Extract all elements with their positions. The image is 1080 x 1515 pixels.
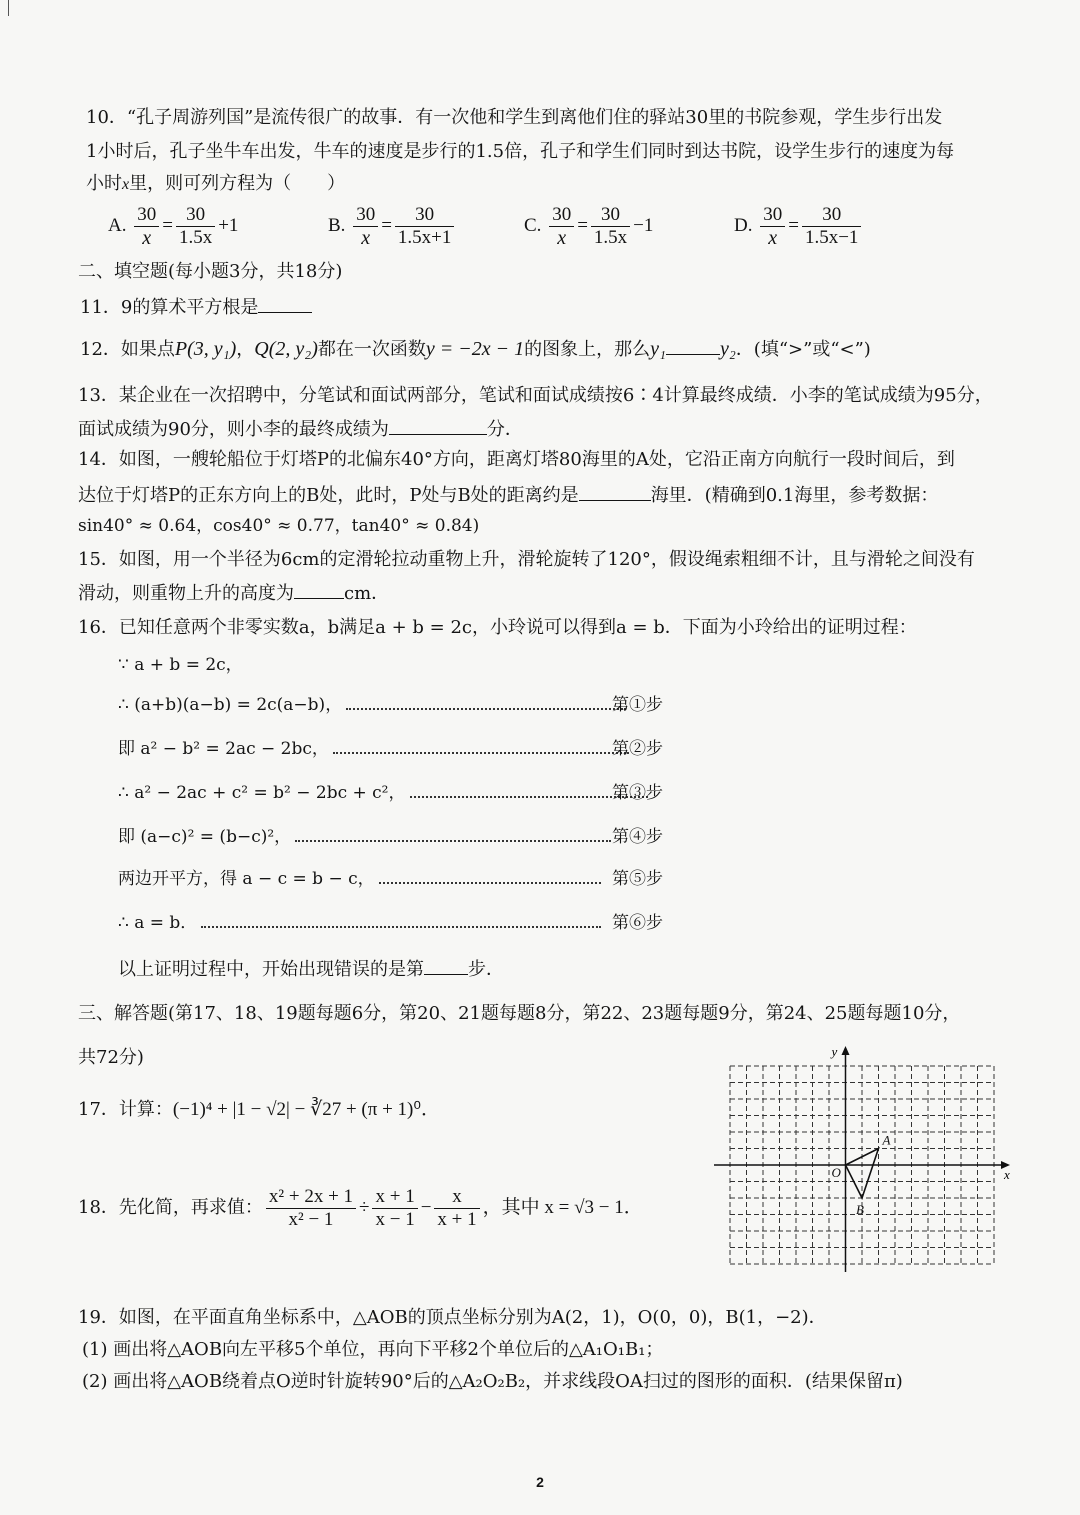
q14-line1: 14．如图，一艘轮船位于灯塔P的北偏东40°方向，距离灯塔80海里的A处，它沿正南方向航行一段时间后，到 (78, 449, 955, 470)
q16-start: ∵ a + b = 2c， (118, 655, 243, 675)
q16-step3-label: 第③步 (612, 783, 663, 803)
q19-line2: (1) 画出将△AOB向左平移5个单位，再向下平移2个单位后的△A₁O₁B₁； (82, 1339, 664, 1360)
q10-line1: 10．“孔子周游列国”是流传很广的故事．有一次他和学生到离他们住的驿站30里的书院参观，学生步行出发 (86, 107, 943, 128)
point-label-b: B (856, 1202, 864, 1217)
q13-answer-blank[interactable] (389, 416, 487, 435)
q17: 17．计算：(−1)⁴ + |1 − √2| − ∛27 + (π + 1)⁰． (78, 1099, 440, 1120)
q16-conclusion: 以上证明过程中，开始出现错误的是第 步． (118, 956, 504, 983)
q19-line1: 19．如图，在平面直角坐标系中，△AOB的顶点坐标分别为A(2，1)，O(0，0)，B(1，−2)． (78, 1307, 827, 1328)
q16-step1-label: 第①步 (612, 695, 663, 715)
scan-mark (8, 0, 9, 16)
q14-line3: sin40° ≈ 0.64，cos40° ≈ 0.77，tan40° ≈ 0.84) (78, 516, 480, 536)
q16-step2-label: 第②步 (612, 739, 663, 759)
section2-heading: 二、填空题(每小题3分，共18分) (78, 261, 343, 282)
q16-answer-blank[interactable] (424, 956, 468, 975)
q10-line3: 小时x里，则可列方程为（ ） (86, 173, 346, 194)
point-label-a: A (882, 1132, 891, 1148)
q13-line1: 13．某企业在一次招聘中，分笔试和面试两部分，笔试和面试成绩按6∶4计算最终成绩．小李的笔试成绩为95分， (78, 385, 993, 406)
q10-option-c[interactable]: C. $\frac{30}{x}$ = $\frac{30}{1.5x}$ −1 (524, 203, 654, 249)
q10-option-d[interactable]: D. $\frac{30}{x}$ = $\frac{30}{1.5x-1}$ (734, 200, 864, 252)
y-axis-label: y (831, 1044, 838, 1059)
q15-line1: 15．如图，用一个半径为6cm的定滑轮拉动重物上升，滑轮旋转了120°，假设绳索粗细不计，且与滑轮之间没有 (78, 549, 975, 570)
x-axis-label: x (1004, 1167, 1010, 1182)
q10-line2: 1小时后，孔子坐牛车出发，牛车的速度是步行的1.5倍，孔子和学生们同时到达书院，设学生步行的速度为每 (86, 141, 955, 162)
point-label-o: O (831, 1165, 841, 1180)
q12: 12．如果点P(3, y₁)，Q(2, y₂)都在一次函数y = −2x − 1的图象上，那么y₁ y₂．(填“>”或“<”) (80, 338, 871, 360)
q18-fraction-2: $\frac{x + 1}{x - 1}$ (372, 1186, 417, 1231)
q16-step5-label: 第⑤步 (612, 869, 663, 889)
q14-answer-blank[interactable] (579, 482, 651, 501)
q11-answer-blank[interactable] (258, 294, 312, 313)
q10-option-a[interactable]: A. $\frac{30}{x}$ = $\frac{30}{1.5x}$ +1 (108, 203, 239, 249)
q18-fraction-3: $\frac{x}{x + 1}$ (434, 1186, 479, 1231)
q15-line2: 滑动，则重物上升的高度为 cm． (78, 580, 389, 606)
q14-line2: 达位于灯塔P的正东方向上的B处，此时，P处与B处的距离约是 海里．(精确到0.1海里，参考数据： (78, 482, 938, 508)
q16-step3: ∴ a² − 2ac + c² = b² − 2bc + c²， (118, 780, 652, 806)
q16-step6: ∴ a = b． (118, 910, 605, 936)
q16-step4-label: 第④步 (612, 827, 663, 847)
q18: 18．先化简，再求值： $\frac{\text{x² + 2x + 1}}{\text{x² − 1}}$ ÷ $\frac{x + 1}{x - 1}$ − $\frac{x}{x + 1}$ ，其中 x = √3 − 1． (78, 1185, 643, 1230)
q10-option-b[interactable]: B. $\frac{30}{x}$ = $\frac{30}{1.5x+1}$ (328, 200, 457, 252)
q16-step4: 即 (a−c)² = (b−c)²， (118, 824, 615, 850)
section3-line2: 共72分) (78, 1047, 144, 1068)
q13-line2: 面试成绩为90分，则小李的最终成绩为 分． (78, 416, 523, 442)
q16-step1: ∴ (a+b)(a−b) = 2c(a−b)， (118, 692, 630, 718)
y-axis-arrow-icon (842, 1046, 850, 1055)
q11: 11．9的算术平方根是 (80, 294, 312, 320)
q12-answer-blank[interactable] (666, 336, 720, 355)
q19-line3: (2) 画出将△AOB绕着点O逆时针旋转90°后的△A₂O₂B₂，并求线段OA扫过的图形的面积．(结果保留π) (82, 1371, 903, 1392)
q15-answer-blank[interactable] (294, 580, 344, 599)
coordinate-grid-figure (712, 1042, 1022, 1282)
section3-line1: 三、解答题(第17、18、19题每题6分，第20、21题每题8分，第22、23题每题9分，第24、25题每题10分， (78, 1003, 961, 1024)
q16-step6-label: 第⑥步 (612, 913, 663, 933)
page-number: 2 (536, 1474, 544, 1490)
q18-fraction-1: $\frac{\text{x² + 2x + 1}}{\text{x² − 1}}$ (266, 1186, 356, 1231)
q16-line1: 16．已知任意两个非零实数a，b满足a + b = 2c，小玲说可以得到a = b．下面为小玲给出的证明过程： (78, 617, 917, 638)
q16-step5: 两边开平方，得 a − c = b − c， (118, 866, 605, 892)
q16-step2: 即 a² − b² = 2ac − 2bc， (118, 736, 633, 762)
